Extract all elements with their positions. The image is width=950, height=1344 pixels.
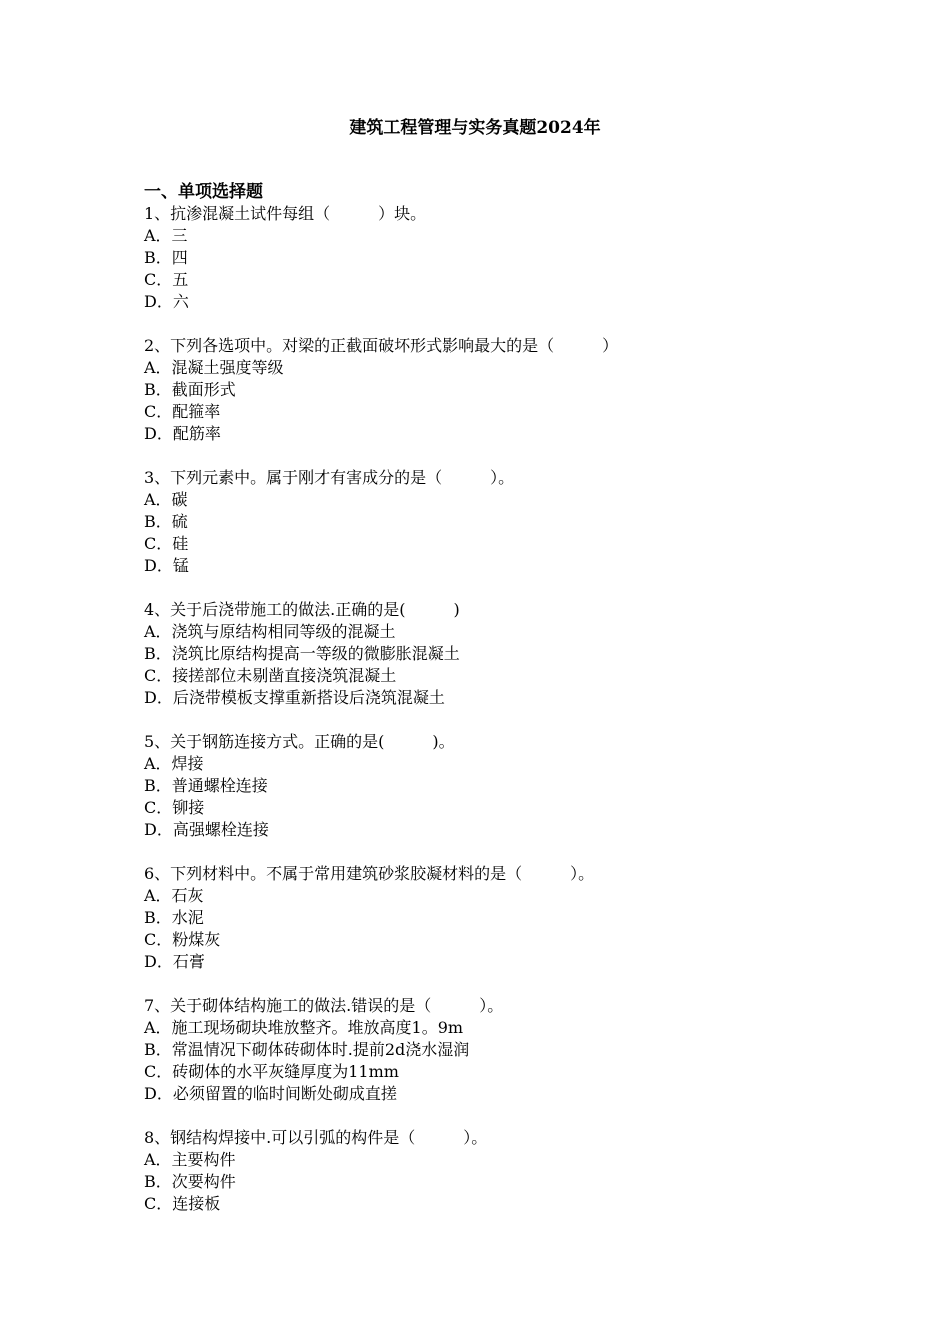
option-a: A．碳 <box>144 490 188 509</box>
option-a: A．主要构件 <box>144 1150 236 1169</box>
section-heading: 一、单项选择题 <box>144 182 263 202</box>
option-c: C．硅 <box>144 534 189 553</box>
option-a: A．石灰 <box>144 886 204 905</box>
option-a: A．焊接 <box>144 754 204 773</box>
question-4 <box>144 599 884 709</box>
option-c: C．接搓部位未剔凿直接浇筑混凝土 <box>144 666 397 685</box>
option-d: D．必须留置的临时间断处砌成直搓 <box>144 1084 397 1103</box>
option-c: C．粉煤灰 <box>144 930 221 949</box>
question-stem: 3、下列元素中。属于刚才有害成分的是（ ）。 <box>144 468 515 487</box>
option-a: A．混凝土强度等级 <box>144 358 284 377</box>
question-stem: 4、关于后浇带施工的做法.正确的是( ) <box>144 600 460 619</box>
question-2 <box>144 335 884 445</box>
option-b: B．浇筑比原结构提高一等级的微膨胀混凝土 <box>144 644 460 663</box>
option-d: D．高强螺栓连接 <box>144 820 269 839</box>
question-stem: 8、钢结构焊接中.可以引弧的构件是（ ）。 <box>144 1128 488 1147</box>
option-d: D．六 <box>144 292 189 311</box>
option-d: D．配筋率 <box>144 424 221 443</box>
question-stem: 6、下列材料中。不属于常用建筑砂浆胶凝材料的是（ ）。 <box>144 864 595 883</box>
option-b: B．硫 <box>144 512 188 531</box>
question-5 <box>144 731 884 841</box>
question-7 <box>144 995 884 1105</box>
option-b: B．普通螺栓连接 <box>144 776 268 795</box>
question-stem: 1、抗渗混凝土试件每组（ ）块。 <box>144 204 427 223</box>
option-c: C．配箍率 <box>144 402 221 421</box>
question-stem: 2、下列各选项中。对梁的正截面破坏形式影响最大的是（ ） <box>144 336 619 355</box>
option-b: B．常温情况下砌体砖砌体时.提前2d浇水湿润 <box>144 1040 470 1059</box>
option-c: C．铆接 <box>144 798 205 817</box>
option-b: B．截面形式 <box>144 380 236 399</box>
option-a: A．浇筑与原结构相同等级的混凝土 <box>144 622 396 641</box>
option-a: A．施工现场砌块堆放整齐。堆放高度1。9m <box>144 1018 464 1037</box>
option-b: B．四 <box>144 248 188 267</box>
option-d: D．后浇带模板支撑重新搭设后浇筑混凝土 <box>144 688 445 707</box>
question-8 <box>144 1127 884 1215</box>
option-d: D．锰 <box>144 556 189 575</box>
option-b: B．次要构件 <box>144 1172 236 1191</box>
document-content <box>144 181 884 1237</box>
question-stem: 5、关于钢筋连接方式。正确的是( )。 <box>144 732 455 751</box>
option-c: C．五 <box>144 270 189 289</box>
option-d: D．石膏 <box>144 952 205 971</box>
option-a: A．三 <box>144 226 188 245</box>
question-3 <box>144 467 884 577</box>
question-1 <box>144 203 884 313</box>
document-title: 建筑工程管理与实务真题2024年 <box>349 118 601 138</box>
option-b: B．水泥 <box>144 908 204 927</box>
question-6 <box>144 863 884 973</box>
question-stem: 7、关于砌体结构施工的做法.错误的是（ ）。 <box>144 996 504 1015</box>
option-c: C．砖砌体的水平灰缝厚度为11mm <box>144 1062 399 1081</box>
option-c: C．连接板 <box>144 1194 221 1213</box>
